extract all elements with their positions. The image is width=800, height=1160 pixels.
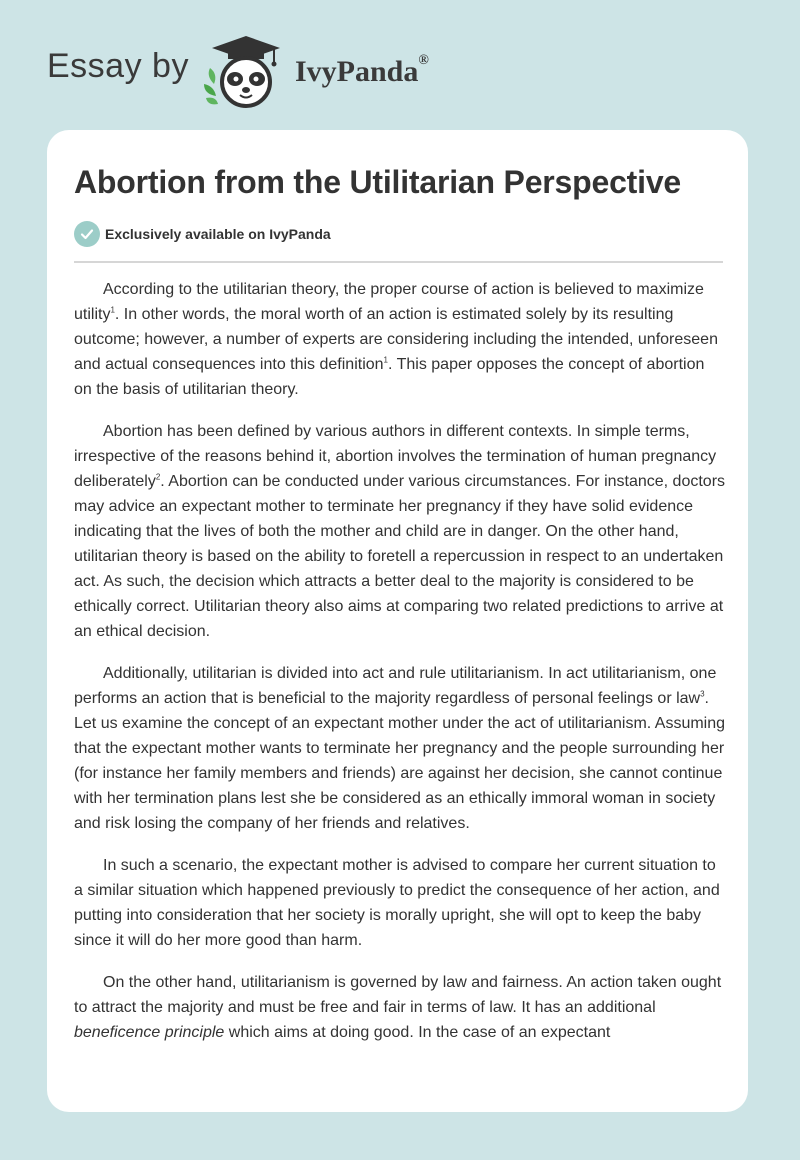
exclusive-badge: [74, 221, 331, 247]
essay-body: [74, 277, 726, 1062]
emphasis-term: beneficence principle: [74, 1024, 225, 1041]
exclusive-badge-label: Exclusively available on IvyPanda: [105, 226, 331, 242]
essay-card: [47, 130, 748, 1112]
essay-by-label: Essay by: [47, 47, 189, 85]
paragraph-text: According to the utilitarian theory, the proper course of action is believed to maximize utility: [74, 281, 704, 323]
page-title: Abortion from the Utilitarian Perspective: [74, 164, 682, 200]
footnote-ref: 2: [155, 472, 161, 482]
paragraph-text: On the other hand, utilitarianism is governed by law and fairness. An action taken ought to attract the majority and must be free and fair in terms of law. It has an additional: [74, 974, 722, 1016]
site-header: [0, 0, 800, 130]
paragraph-text: In such a scenario, the expectant mother is advised to compare her current situation to a similar situation which happened previously to predict the consequence of her action, and putting into consideration that her society is morally upright, she will opt to keep the baby since it will do her more good than harm.: [74, 857, 720, 949]
paragraph-text: . Let us examine the concept of an expectant mother under the act of utilitarianism. Assuming that the expectant mother wants to terminate her pregnancy and the people surrounding her (for instance her family members and friends) are against her decision, she cannot continue with her termination plans lest she be considered as an ethically immoral woman in society and risk losing the company of her friends and relatives.: [74, 690, 726, 832]
brand-name: [295, 55, 429, 89]
footnote-ref: 1: [383, 355, 388, 365]
paragraph-text: which aims at doing good. In the case of an expectant: [224, 1024, 611, 1041]
paragraph-4: [74, 853, 726, 953]
footnote-ref: 3: [700, 689, 705, 699]
paragraph-text: . Abortion can be conducted under various circumstances. For instance, doctors may advice an expectant mother to terminate her pregnancy if they have solid evidence indicating that the lives of both the mother and child are in danger. On the other hand, utilitarian theory is based on the ability to foretell a repercussion in respect to an undertaken act. As such, the decision which attracts a better deal to the majority is considered to be ethically correct. Utilitarian theory also aims at comparing two related predictions to arrive at an ethical decision.: [74, 473, 726, 640]
ivypanda-logo-link[interactable]: [200, 34, 292, 113]
checkmark-icon: [74, 221, 100, 247]
paragraph-2: [74, 419, 726, 644]
footnote-ref: 1: [110, 305, 115, 315]
paragraph-1: [74, 277, 726, 402]
paragraph-text: . This paper opposes the concept of abortion on the basis of utilitarian theory.: [74, 356, 705, 398]
paragraph-5: [74, 970, 726, 1045]
registered-mark: ®: [418, 53, 429, 68]
paragraph-text: . In other words, the moral worth of an action is estimated solely by its resulting outcome; however, a number of experts are considering including the intended, unforeseen and actual consequences into this definition: [74, 306, 718, 373]
paragraph-text: Abortion has been defined by various authors in different contexts. In simple terms, irrespective of the reasons behind it, abortion involves the termination of human pregnancy deliberately: [74, 423, 717, 490]
panda-logo-icon: [200, 34, 292, 108]
brand-name-text: IvyPanda: [295, 55, 419, 88]
paragraph-text: Additionally, utilitarian is divided into act and rule utilitarianism. In act utilitarianism, one performs an action that is beneficial to the majority regardless of personal feelings or law: [74, 665, 717, 707]
divider: [74, 261, 723, 263]
paragraph-3: [74, 661, 726, 836]
